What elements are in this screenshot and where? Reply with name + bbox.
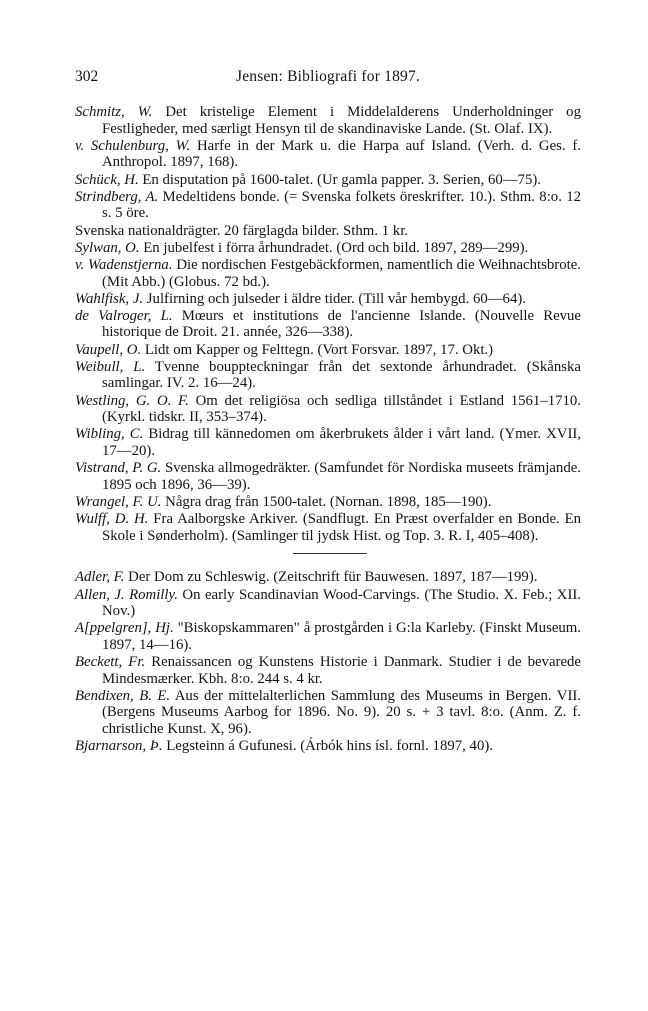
entry-text: Julfirning och julseder i äldre tider. (Till vår hembygd. 60—64). (143, 290, 526, 307)
entry-author: Wrangel, F. U. (75, 493, 162, 510)
entry-text: Om det religiösa och sedliga tillståndet i Estland 1561–1710. (Kyrkl. tidskr. II, 353–374). (102, 392, 581, 426)
entry-text: Svenska nationaldrägter. 20 färglagda bilder. Sthm. 1 kr. (75, 222, 409, 239)
bibliography-entry (75, 569, 581, 586)
entry-text: Mœurs et institutions de l'ancienne Islande. (Nouvelle Revue historique de Droit. 21. année, 326—338). (102, 307, 582, 341)
entry-text: Die nordischen Festgebäckformen, namentlich die Weihnachtsbrote. (Mit Abb.) (Globus. 72 bd.). (102, 256, 581, 290)
entry-author: Westling, G. O. F. (75, 392, 189, 409)
entry-author: Allen, J. Romilly. (75, 586, 178, 603)
bibliography-entry (75, 359, 581, 392)
bibliography-entry (75, 291, 581, 308)
bibliography-entry (75, 342, 581, 359)
section-divider (293, 553, 367, 554)
entry-author: Bjarnarson, Þ. (75, 738, 163, 755)
bibliography-page (75, 68, 581, 755)
bibliography-entry (75, 738, 581, 755)
entry-text: Legsteinn á Gufunesi. (Árbók hins ísl. fornl. 1897, 40). (162, 738, 493, 755)
entry-author: Wulff, D. H. (75, 511, 149, 528)
bibliography-entry (75, 426, 581, 459)
bibliography-entry (75, 393, 581, 426)
running-title: Jensen: Bibliografi for 1897. (235, 68, 421, 85)
bibliography-entry (75, 189, 581, 222)
entry-text: Det kristelige Element i Middelalderens Underholdninger og Festligheder, med særligt Hensyn til de skandinaviske Lande. (St. Olaf. IX). (102, 104, 581, 137)
bibliography-entry (75, 460, 581, 493)
bibliography-entry (75, 257, 581, 290)
page-header (75, 68, 581, 90)
entry-author: v. Wadenstjerna. (75, 256, 173, 273)
entry-text: Svenska allmogedräkter. (Samfundet för Nordiska museets främjande. 1895 och 1896, 36—39). (102, 460, 581, 493)
entry-text: Renaissancen og Kunstens Historie i Danmark. Studier i de bevarede Mindesmærker. Kbh. 8:o. 244 s. 4 kr. (102, 654, 581, 687)
entry-author: Schmitz, W. (75, 104, 153, 120)
entry-text: En disputation på 1600-talet. (Ur gamla papper. 3. Serien, 60—75). (138, 171, 541, 188)
entry-author: de Valroger, L. (75, 307, 173, 324)
entry-text: Der Dom zu Schleswig. (Zeitschrift für Bauwesen. 1897, 187—199). (124, 569, 538, 586)
entry-author: Weibull, L. (75, 358, 146, 375)
entry-author: A[ppelgren], Hj. (75, 620, 174, 637)
entry-author: Bendixen, B. E. (75, 687, 171, 704)
entry-list-continued (75, 104, 581, 544)
entry-text: Några drag från 1500-talet. (Nornan. 1898, 185—190). (161, 493, 492, 510)
bibliography-entry (75, 494, 581, 511)
entry-author: Schück, H. (75, 171, 139, 188)
bibliography-entry (75, 511, 581, 544)
bibliography-entry (75, 223, 581, 240)
entry-text: Tvenne bouppteckningar från det sextonde århundradet. (Skånska samlingar. IV. 2. 16—24). (102, 358, 581, 392)
entry-text: "Biskopskammaren" å prostgården i G:la Karleby. (Finskt Museum. 1897, 14—16). (102, 620, 582, 653)
entry-author: Sylwan, O. (75, 239, 140, 256)
entry-author: Vistrand, P. G. (75, 460, 162, 477)
entry-author: Wibling, C. (75, 426, 144, 443)
entry-author: Strindberg, A. (75, 188, 159, 205)
bibliography-entry (75, 172, 581, 189)
entry-text: En jubelfest i förra århundradet. (Ord och bild. 1897, 289—299). (139, 239, 529, 256)
entry-text: Bidrag till kännedomen om åkerbrukets ålder i vårt land. (Ymer. XVII, 17—20). (102, 426, 581, 459)
bibliography-entry (75, 308, 581, 341)
entry-author: Beckett, Fr. (75, 654, 146, 671)
entry-author: v. Schulenburg, W. (75, 137, 191, 154)
entry-author: Vaupell, O. (75, 341, 142, 358)
entry-text: Harfe in der Mark u. die Harpa auf Island. (Verh. d. Ges. f. Anthropol. 1897, 168). (102, 137, 581, 171)
entry-text: Aus der mittelalterlichen Sammlung des Museums in Bergen. VII. (Bergens Museums Aarbog for 1896. No. 9). 20 s. + 3 tavl. 8:o. (Anm. Z. f. christliche Kunst. X, 96). (102, 687, 581, 738)
entry-list-art-section (75, 569, 581, 755)
entry-text: On early Scandinavian Wood-Carvings. (The Studio. X. Feb.; XII. Nov.) (102, 586, 581, 620)
entry-text: Lidt om Kapper og Felttegn. (Vort Forsvar. 1897, 17. Okt.) (141, 341, 494, 358)
bibliography-entry (75, 104, 581, 137)
bibliography-entry (75, 654, 581, 687)
entry-author: Adler, F. (75, 569, 125, 586)
entry-text: Fra Aalborgske Arkiver. (Sandflugt. En Præst overfalder en Bonde. En Skole i Sønderholm). (Samlinger til jydsk Hist. og Top. 3. R. I, 405–408). (102, 511, 582, 544)
entry-author: Wahlfisk, J. (75, 290, 144, 307)
bibliography-entry (75, 138, 581, 171)
entry-text: Medeltidens bonde. (= Svenska folkets öreskrifter. 10.). Sthm. 8:o. 12 s. 5 öre. (102, 188, 581, 222)
bibliography-entry (75, 240, 581, 257)
page-number: 302 (75, 68, 99, 85)
bibliography-entry (75, 620, 581, 653)
bibliography-entry (75, 688, 581, 738)
bibliography-entry (75, 587, 581, 620)
